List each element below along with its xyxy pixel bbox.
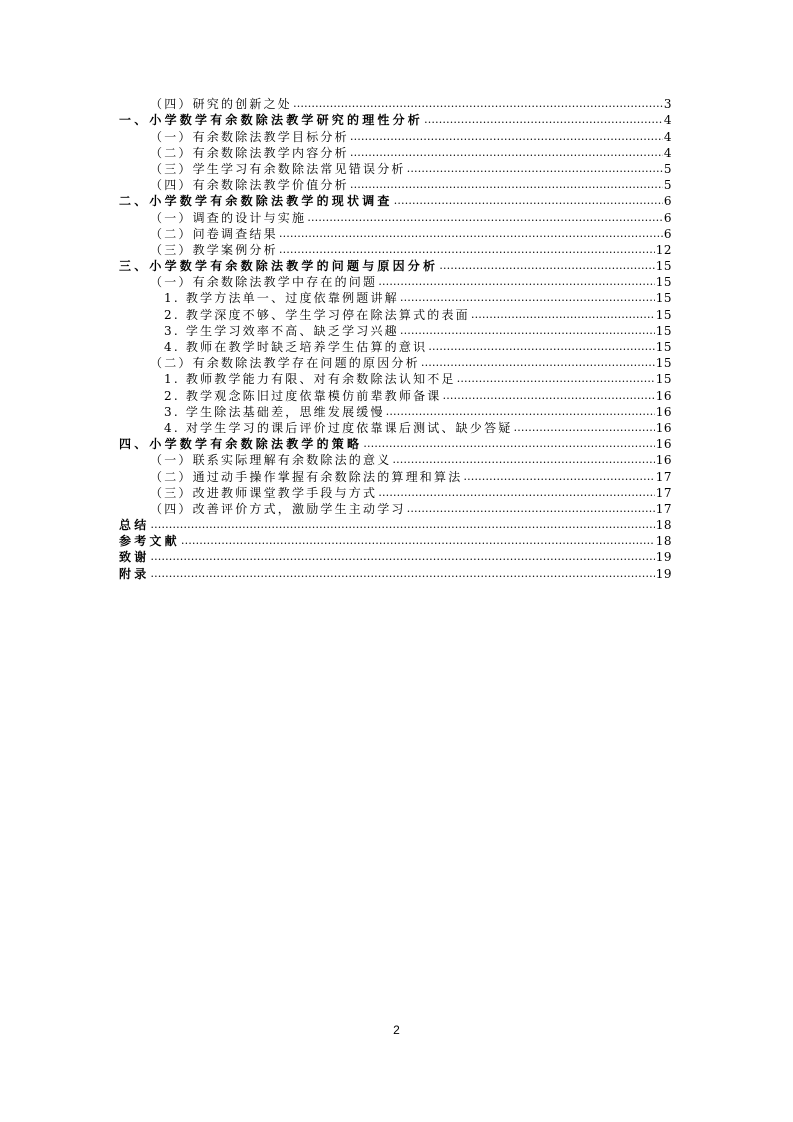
toc-entry[interactable] (119, 355, 672, 371)
toc-entry-title: （四）改善评价方式，激励学生主动学习 (150, 501, 406, 516)
toc-entry-page: 17 (655, 469, 672, 484)
toc-dot-leader (279, 226, 663, 242)
toc-entry[interactable] (119, 533, 672, 549)
toc-entry-title: 3. 学生除法基础差，思维发展缓慢 (164, 404, 385, 419)
toc-entry-title: （一）有余数除法教学目标分析 (150, 129, 349, 144)
toc-entry[interactable] (119, 517, 672, 533)
toc-entry[interactable] (119, 420, 672, 436)
toc-entry-page: 16 (655, 437, 672, 452)
toc-entry-title: （三）教学案例分析 (150, 242, 278, 257)
toc-entry[interactable] (119, 501, 672, 517)
toc-entry[interactable] (119, 193, 672, 209)
toc-dot-leader (442, 388, 654, 404)
toc-entry-title: （三）学生学习有余数除法常见错误分析 (150, 161, 406, 176)
toc-dot-leader (439, 258, 655, 274)
toc-entry-page: 19 (655, 550, 672, 565)
toc-entry-page: 15 (655, 307, 672, 322)
toc-entry-title: 2. 教学深度不够、学生学习停在除法算式的表面 (164, 307, 470, 322)
toc-dot-leader (350, 145, 663, 161)
toc-entry[interactable] (119, 404, 672, 420)
toc-entry[interactable] (119, 323, 672, 339)
toc-entry[interactable] (119, 145, 672, 161)
toc-entry-page: 15 (655, 372, 672, 387)
toc-entry-title: （二）有余数除法教学内容分析 (150, 145, 349, 160)
toc-entry[interactable] (119, 226, 672, 242)
toc-entry[interactable] (119, 565, 672, 581)
table-of-contents (119, 96, 672, 582)
toc-entry-page: 4 (663, 145, 672, 160)
toc-dot-leader (407, 161, 663, 177)
toc-entry[interactable] (119, 549, 672, 565)
toc-dot-leader (378, 485, 655, 501)
toc-dot-leader (378, 274, 655, 290)
toc-entry-page: 4 (663, 129, 672, 144)
toc-dot-leader (407, 501, 655, 517)
toc-entry-page: 15 (655, 356, 672, 371)
toc-entry[interactable] (119, 306, 672, 322)
toc-dot-leader (421, 355, 655, 371)
toc-entry-page: 12 (655, 242, 672, 257)
toc-entry[interactable] (119, 387, 672, 403)
toc-entry-page: 16 (655, 388, 672, 403)
toc-dot-leader (150, 517, 654, 533)
toc-entry[interactable] (119, 96, 672, 112)
toc-entry[interactable] (119, 258, 672, 274)
toc-entry[interactable] (119, 161, 672, 177)
toc-entry-title: 参考文献 (119, 534, 180, 549)
toc-entry-title: 1. 教学方法单一、过度依靠例题讲解 (164, 291, 399, 306)
toc-entry[interactable] (119, 242, 672, 258)
toc-entry-title: （一）有余数除法教学中存在的问题 (150, 275, 378, 290)
toc-entry[interactable] (119, 290, 672, 306)
toc-entry-title: （一）联系实际理解有余数除法的意义 (150, 453, 392, 468)
toc-entry-page: 15 (655, 340, 672, 354)
toc-entry-page: 5 (663, 178, 672, 193)
toc-entry[interactable] (119, 209, 672, 225)
toc-entry-page: 6 (663, 226, 672, 241)
page-number: 2 (393, 1023, 400, 1037)
toc-entry[interactable] (119, 371, 672, 387)
toc-entry[interactable] (119, 452, 672, 468)
toc-dot-leader (428, 339, 654, 355)
toc-entry[interactable] (119, 177, 672, 193)
toc-entry-title: （一）调查的设计与实施 (150, 210, 307, 225)
toc-entry-page: 15 (655, 291, 672, 306)
toc-dot-leader (513, 420, 654, 436)
toc-entry-page: 15 (655, 323, 672, 338)
toc-entry-page: 15 (655, 275, 672, 290)
toc-entry[interactable] (119, 485, 672, 501)
toc-entry-title: 总结 (119, 518, 150, 533)
toc-entry[interactable] (119, 468, 672, 484)
toc-entry-title: 2. 教学观念陈旧过度依靠模仿前辈教师备课 (164, 388, 442, 403)
toc-entry-title: 一、小学数学有余数除法教学研究的理性分析 (119, 113, 424, 128)
toc-dot-leader (350, 177, 663, 193)
toc-entry-title: （二）问卷调查结果 (150, 226, 278, 241)
toc-dot-leader (400, 323, 655, 339)
toc-dot-leader (293, 96, 663, 112)
toc-entry[interactable] (119, 112, 672, 128)
toc-entry-page: 15 (655, 259, 672, 274)
toc-entry-title: （二）有余数除法教学存在问题的原因分析 (150, 356, 420, 371)
toc-entry-page: 3 (663, 97, 672, 112)
toc-dot-leader (181, 533, 655, 549)
toc-entry-title: 致谢 (119, 550, 150, 565)
toc-entry[interactable] (119, 274, 672, 290)
toc-entry-title: 3. 学生学习效率不高、缺乏学习兴趣 (164, 323, 399, 338)
toc-entry-title: 三、小学数学有余数除法教学的问题与原因分析 (119, 259, 439, 274)
toc-dot-leader (471, 307, 655, 323)
toc-dot-leader (457, 371, 655, 387)
toc-dot-leader (424, 112, 663, 128)
toc-dot-leader (386, 404, 655, 420)
toc-dot-leader (150, 566, 654, 582)
toc-entry-title: 附录 (119, 566, 150, 581)
toc-entry-page: 4 (663, 113, 672, 128)
toc-entry-page: 16 (655, 420, 672, 435)
toc-entry[interactable] (119, 128, 672, 144)
toc-dot-leader (150, 549, 654, 565)
toc-entry-title: （四）研究的创新之处 (150, 97, 293, 112)
toc-entry-title: （四）有余数除法教学价值分析 (150, 178, 349, 193)
toc-entry-page: 19 (655, 566, 672, 581)
toc-entry-page: 17 (655, 501, 672, 516)
toc-entry-page: 18 (655, 534, 672, 549)
toc-entry-page: 16 (655, 453, 672, 468)
toc-entry-page: 6 (663, 194, 672, 209)
toc-dot-leader (307, 210, 663, 226)
toc-dot-leader (400, 290, 655, 306)
toc-dot-leader (350, 129, 663, 145)
toc-entry-title: 1. 教师教学能力有限、对有余数除法认知不足 (164, 372, 456, 387)
toc-dot-leader (279, 242, 655, 258)
toc-entry[interactable] (119, 339, 672, 355)
toc-dot-leader (463, 469, 654, 485)
toc-entry-page: 17 (655, 485, 672, 500)
toc-dot-leader (394, 193, 663, 209)
toc-dot-leader (363, 436, 655, 452)
toc-entry-title: 二、小学数学有余数除法教学的现状调查 (119, 194, 393, 209)
toc-dot-leader (392, 452, 654, 468)
toc-entry-page: 18 (655, 518, 672, 533)
toc-entry-page: 16 (655, 404, 672, 419)
toc-entry-page: 6 (663, 210, 672, 225)
toc-entry[interactable] (119, 436, 672, 452)
toc-entry-title: 四、小学数学有余数除法教学的策略 (119, 437, 363, 452)
toc-entry-title: 4. 教师在教学时缺乏培养学生估算的意识 (164, 340, 428, 354)
toc-entry-title: （二）通过动手操作掌握有余数除法的算理和算法 (150, 469, 463, 484)
toc-entry-title: 4. 对学生学习的课后评价过度依靠课后测试、缺少答疑 (164, 420, 513, 435)
toc-entry-page: 5 (663, 161, 672, 176)
toc-entry-title: （三）改进教师课堂教学手段与方式 (150, 485, 378, 500)
